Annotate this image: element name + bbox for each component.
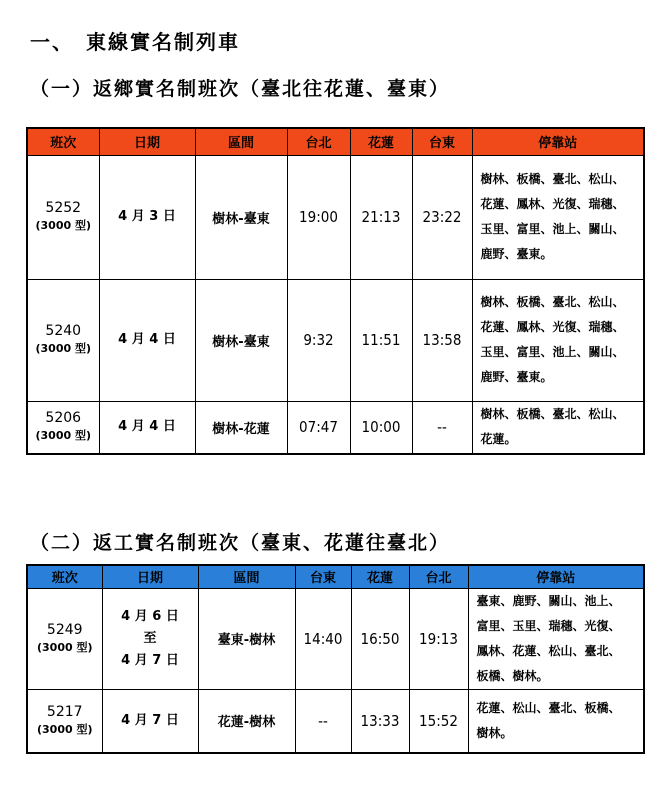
date-cell xyxy=(99,155,195,279)
stops-cell xyxy=(472,279,644,401)
stops-line: 花蓮、松山、臺北、板橋、 xyxy=(476,700,621,715)
train-number: 5249 xyxy=(46,621,83,638)
section-heading: 一、 東線實名制列車 xyxy=(30,30,240,54)
date-cell xyxy=(102,689,198,753)
train-model: (3000 型) xyxy=(37,640,93,654)
table-row xyxy=(27,279,644,401)
section-cell: 樹林-臺東 xyxy=(195,279,287,401)
stops-line: 花蓮。 xyxy=(480,432,517,447)
train-model: (3000 型) xyxy=(35,429,91,443)
time-hualien: 13:33 xyxy=(351,689,409,753)
date-text: 4 月 7 日 xyxy=(121,652,179,668)
stops-cell xyxy=(468,689,644,753)
stops-line: 鹿野、臺東。 xyxy=(480,247,553,261)
date-cell xyxy=(102,588,198,689)
time-taitung: 13:58 xyxy=(412,279,472,401)
time-taipei: 9:32 xyxy=(287,279,350,401)
time-taitung: -- xyxy=(295,689,351,753)
stops-line: 鹿野、臺東。 xyxy=(480,370,553,384)
stops-line: 樹林、板橋、臺北、松山、 xyxy=(480,295,625,309)
table-row xyxy=(27,401,644,454)
time-hualien: 16:50 xyxy=(351,588,409,689)
header-date: 日期 xyxy=(99,128,195,155)
train-number: 5206 xyxy=(45,410,82,427)
header-taitung: 台東 xyxy=(295,565,351,588)
stops-line: 玉里、富里、池上、關山、 xyxy=(480,222,625,236)
time-taipei: 07:47 xyxy=(287,401,350,454)
date-text: 4 月 6 日 xyxy=(121,608,179,624)
header-stops: 停靠站 xyxy=(472,128,644,155)
train-cell xyxy=(27,279,99,401)
stops-line: 富里、玉里、瑞穗、光復、 xyxy=(476,618,621,633)
stops-line: 樹林。 xyxy=(476,725,513,740)
stops-line: 樹林、板橋、臺北、松山、 xyxy=(480,172,625,186)
stops-line: 鳳林、花蓮、松山、臺北、 xyxy=(476,643,621,658)
time-taipei: 19:13 xyxy=(409,588,468,689)
stops-cell xyxy=(468,588,644,689)
train-cell xyxy=(27,588,102,689)
time-hualien: 11:51 xyxy=(350,279,412,401)
train-cell xyxy=(27,401,99,454)
header-stops: 停靠站 xyxy=(468,565,644,588)
date-text: 4 月 7 日 xyxy=(121,712,179,728)
train-number: 5252 xyxy=(45,200,82,216)
time-hualien: 21:13 xyxy=(350,155,412,279)
time-taitung: 14:40 xyxy=(295,588,351,689)
time-taipei: 19:00 xyxy=(287,155,350,279)
train-number: 5217 xyxy=(46,703,83,720)
section-cell: 臺東-樹林 xyxy=(198,588,295,689)
train-model: (3000 型) xyxy=(35,219,91,232)
date-cell xyxy=(99,401,195,454)
time-taipei: 15:52 xyxy=(409,689,468,753)
stops-line: 花蓮、鳳林、光復、瑞穗、 xyxy=(480,320,625,334)
stops-line: 板橋、樹林。 xyxy=(476,668,549,683)
date-text: 至 xyxy=(143,630,157,646)
header-date: 日期 xyxy=(102,565,198,588)
header-hualien: 花蓮 xyxy=(351,565,409,588)
header-train-no: 班次 xyxy=(27,565,102,588)
section-cell: 樹林-花蓮 xyxy=(195,401,287,454)
time-hualien: 10:00 xyxy=(350,401,412,454)
section-cell: 樹林-臺東 xyxy=(195,155,287,279)
header-hualien: 花蓮 xyxy=(350,128,412,155)
stops-cell xyxy=(472,155,644,279)
date-text: 4 月 3 日 xyxy=(118,209,176,224)
table-header-row xyxy=(27,128,644,155)
date-text: 4 月 4 日 xyxy=(118,332,176,347)
stops-cell xyxy=(472,401,644,454)
time-taitung: 23:22 xyxy=(412,155,472,279)
schedule-table-return-home xyxy=(26,127,645,455)
schedule-table-return-work xyxy=(26,564,645,754)
header-train-no: 班次 xyxy=(27,128,99,155)
header-taipei: 台北 xyxy=(287,128,350,155)
train-number: 5240 xyxy=(45,323,82,339)
date-text: 4 月 4 日 xyxy=(118,419,176,435)
header-section: 區間 xyxy=(198,565,295,588)
train-cell xyxy=(27,155,99,279)
train-model: (3000 型) xyxy=(35,342,91,355)
header-section: 區間 xyxy=(195,128,287,155)
subsection-heading-return-home: （一）返鄉實名制班次（臺北往花蓮、臺東） xyxy=(30,78,451,100)
time-taitung: -- xyxy=(412,401,472,454)
table-header-row xyxy=(27,565,644,588)
table-row xyxy=(27,689,644,753)
table-row xyxy=(27,588,644,689)
stops-line: 樹林、板橋、臺北、松山、 xyxy=(480,407,625,422)
header-taipei: 台北 xyxy=(409,565,468,588)
stops-line: 臺東、鹿野、關山、池上、 xyxy=(476,593,621,608)
stops-line: 玉里、富里、池上、關山、 xyxy=(480,345,625,359)
train-cell xyxy=(27,689,102,753)
header-taitung: 台東 xyxy=(412,128,472,155)
section-cell: 花蓮-樹林 xyxy=(198,689,295,753)
table-row xyxy=(27,155,644,279)
subsection-heading-return-work: （二）返工實名制班次（臺東、花蓮往臺北） xyxy=(30,532,451,554)
train-model: (3000 型) xyxy=(37,722,93,736)
stops-line: 花蓮、鳳林、光復、瑞穗、 xyxy=(480,197,625,211)
date-cell xyxy=(99,279,195,401)
